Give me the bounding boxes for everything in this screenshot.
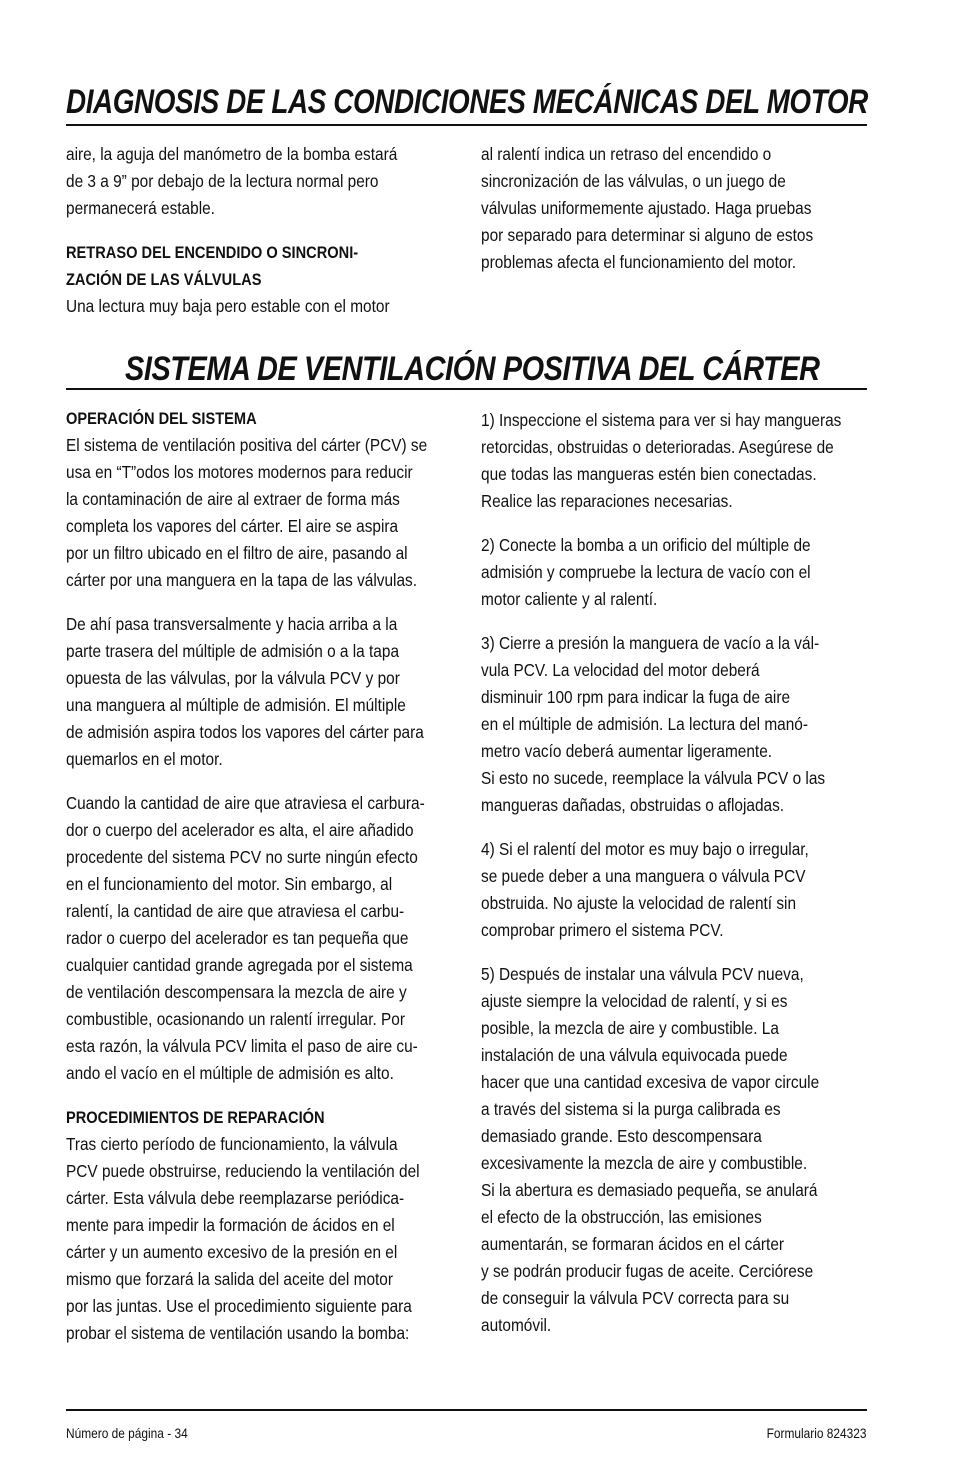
subheading-repair-procedures: PROCEDIMIENTOS DE REPARACIÓN [66,1108,325,1127]
paragraph [66,141,451,222]
text-line: Si la abertura es demasiado pequeña, se anulará [481,1180,818,1200]
paragraph [481,141,866,276]
text-line: dor o cuerpo del acelerador es alta, el aire añadido [66,820,414,840]
text-line: Realice las reparaciones necesarias. [481,491,733,511]
form-number: Formulario 824323 [767,1425,867,1441]
text-line: probar el sistema de ventilación usando la bomba: [66,1323,410,1343]
text-line: rador o cuerpo del acelerador es tan pequeña que [66,928,409,948]
paragraph [66,611,451,773]
text-line: mangueras dañadas, obstruidas o aflojadas. [481,795,785,815]
text-line: de ventilación descompensara la mezcla de aire y [66,982,407,1002]
text-line: completa los vapores del cárter. El aire se aspira [66,516,399,536]
text-line: 2) Conecte la bomba a un orificio del múltiple de [481,535,811,555]
text-line: 4) Si el ralentí del motor es muy bajo o irregular, [481,839,809,859]
text-line: hacer que una cantidad excesiva de vapor circule [481,1072,820,1092]
text-line: de admisión aspira todos los vapores del cárter para [66,722,424,742]
subheading-ignition-delay [66,239,451,293]
text-line: disminuir 100 rpm para indicar la fuga de aire [481,687,791,707]
text-line: obstruida. No ajuste la velocidad de ralentí sin [481,893,797,913]
paragraph [66,293,451,320]
text-line: ZACIÓN DE LAS VÁLVULAS [66,270,262,289]
text-line: a través del sistema si la purga calibrada es [481,1099,781,1119]
text-line: una manguera al múltiple de admisión. El múltiple [66,695,406,715]
text-line: al ralentí indica un retraso del encendido o [481,144,772,164]
text-line: de 3 a 9” por debajo de la lectura normal pero [66,171,379,191]
text-line: mismo que forzará la salida del aceite del motor [66,1269,393,1289]
section2-left-column [66,405,451,1364]
text-line: mente para impedir la formación de ácidos en el [66,1215,395,1235]
text-line: cualquier cantidad grande agregada por el sistema [66,955,413,975]
text-line: opuesta de las válvulas, por la válvula PCV y por [66,668,400,688]
text-line: vula PCV. La velocidad del motor deberá [481,660,760,680]
title-underline [66,388,867,390]
text-line: 3) Cierre a presión la manguera de vacío a la vál- [481,633,820,653]
step-4 [481,836,866,944]
text-line: ralentí, la cantidad de aire que atraviesa el carbu- [66,901,405,921]
paragraph [66,1131,451,1347]
section1-left-column [66,141,451,320]
text-line: PCV puede obstruirse, reduciendo la ventilación del [66,1161,420,1181]
text-line: admisión y compruebe la lectura de vacío con el [481,562,811,582]
step-3 [481,630,866,819]
text-line: combustible, ocasionando un ralentí irregular. Por [66,1009,406,1029]
text-line: de conseguir la válvula PCV correcta para su [481,1288,790,1308]
page-number: Número de página - 34 [66,1425,188,1441]
text-line: por separado para determinar si alguno de estos [481,225,814,245]
text-line: ajuste siempre la velocidad de ralentí, y si es [481,991,788,1011]
text-line: posible, la mezcla de aire y combustible. La [481,1018,779,1038]
text-line: procedente del sistema PCV no surte ningún efecto [66,847,418,867]
text-line: usa en “T”odos los motores modernos para reducir [66,462,413,482]
text-line: aire, la aguja del manómetro de la bomba estará [66,144,398,164]
text-line: se puede deber a una manguera o válvula PCV [481,866,806,886]
text-line: cárter. Esta válvula debe reemplazarse periódica- [66,1188,405,1208]
text-line: el efecto de la obstrucción, las emisiones [481,1207,762,1227]
text-line: que todas las mangueras estén bien conectadas. [481,464,817,484]
text-line: 1) Inspeccione el sistema para ver si hay mangueras [481,410,842,430]
text-line: 5) Después de instalar una válvula PCV nueva, [481,964,804,984]
text-line: Una lectura muy baja pero estable con el motor [66,296,390,316]
text-line: Tras cierto período de funcionamiento, la válvula [66,1134,398,1154]
text-line: por las juntas. Use el procedimiento siguiente para [66,1296,412,1316]
section2-right-column [481,407,866,1356]
text-line: aumentarán, se formaran ácidos en el cárter [481,1234,785,1254]
step-5 [481,961,866,1339]
text-line: excesivamente la mezcla de aire y combustible. [481,1153,808,1173]
text-line: válvulas uniformemente ajustado. Haga pruebas [481,198,812,218]
text-line: De ahí pasa transversalmente y hacia arriba a la [66,614,398,634]
step-1 [481,407,866,515]
section1-right-column [481,141,866,293]
section-title-pcv-system: SISTEMA DE VENTILACIÓN POSITIVA DEL CÁRTER [125,350,820,388]
text-line: ando el vacío en el múltiple de admisión es alto. [66,1063,394,1083]
text-line: en el múltiple de admisión. La lectura del manó- [481,714,809,734]
text-line: instalación de una válvula equivocada puede [481,1045,788,1065]
text-line: esta razón, la válvula PCV limita el paso de aire cu- [66,1036,418,1056]
text-line: retorcidas, obstruidas o deterioradas. Asegúrese de [481,437,834,457]
text-line: cárter y un aumento excesivo de la presión en el [66,1242,398,1262]
text-line: por un filtro ubicado en el filtro de aire, pasando al [66,543,408,563]
footer-rule [66,1409,867,1411]
text-line: la contaminación de aire al extraer de forma más [66,489,400,509]
text-line: motor caliente y al ralentí. [481,589,658,609]
text-line: sincronización de las válvulas, o un juego de [481,171,786,191]
text-line: permanecerá estable. [66,198,215,218]
text-line: El sistema de ventilación positiva del cárter (PCV) se [66,435,428,455]
text-line: Cuando la cantidad de aire que atraviesa el carbura- [66,793,425,813]
paragraph [66,790,451,1087]
paragraph [66,432,451,594]
text-line: parte trasera del múltiple de admisión o a la tapa [66,641,400,661]
text-line: quemarlos en el motor. [66,749,223,769]
text-line: Si esto no sucede, reemplace la válvula PCV o las [481,768,826,788]
text-line: en el funcionamiento del motor. Sin embargo, al [66,874,393,894]
text-line: comprobar primero el sistema PCV. [481,920,724,940]
text-line: y se podrán producir fugas de aceite. Cerciórese [481,1261,814,1281]
text-line: RETRASO DEL ENCENDIDO O SINCRONI- [66,243,359,262]
text-line: automóvil. [481,1315,552,1335]
step-2 [481,532,866,613]
subheading-system-operation: OPERACIÓN DEL SISTEMA [66,409,257,428]
text-line: cárter por una manguera en la tapa de las válvulas. [66,570,417,590]
text-line: problemas afecta el funcionamiento del motor. [481,252,797,272]
text-line: metro vacío deberá aumentar ligeramente. [481,741,773,761]
section-title-engine-diagnosis: DIAGNOSIS DE LAS CONDICIONES MECÁNICAS DEL MOTOR [66,83,868,121]
text-line: demasiado grande. Esto descompensara [481,1126,762,1146]
title-underline [66,124,867,126]
